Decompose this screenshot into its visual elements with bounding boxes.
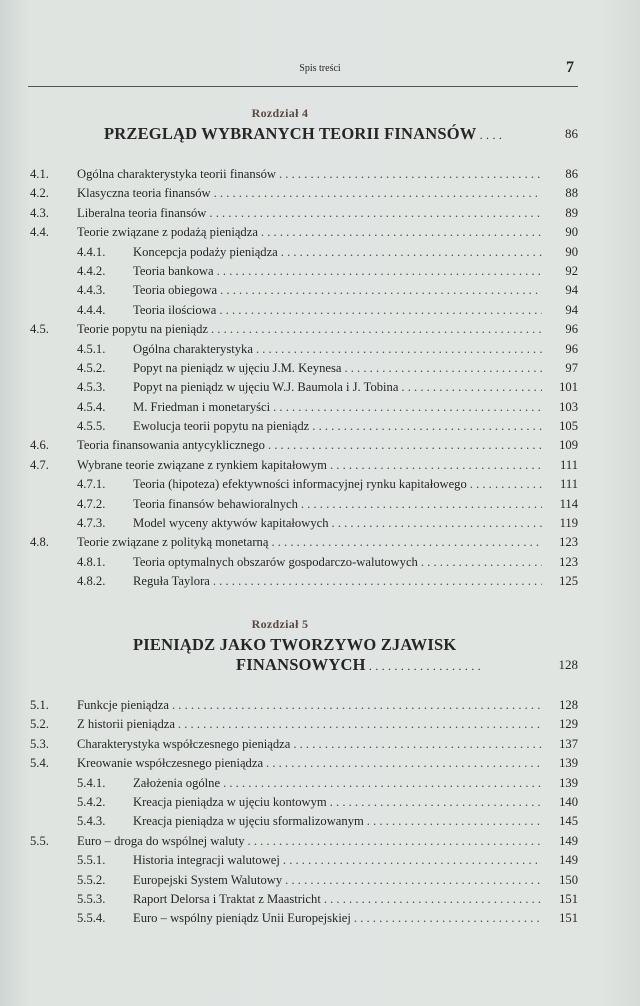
entry-page: 89 [565, 205, 578, 220]
entry-title: Euro – droga do wspólnej waluty [77, 833, 245, 848]
dot-leader [211, 320, 542, 339]
dot-leader [248, 832, 542, 851]
entry-page: 111 [560, 477, 578, 492]
dot-leader [209, 204, 542, 223]
entry-page: 97 [565, 360, 578, 375]
toc-entry [30, 514, 578, 533]
dot-leader [223, 774, 542, 793]
dot-leader [213, 572, 542, 591]
entry-title: Euro – wspólny pieniądz Unii Europejskiej [133, 911, 351, 926]
entry-title: Funkcje pieniądza [77, 698, 169, 712]
entry-number: 4.4.4. [77, 302, 106, 317]
entry-number: 4.4. [30, 225, 49, 240]
entry-page: 103 [559, 399, 578, 414]
dot-leader [220, 281, 542, 300]
dot-leader [330, 793, 542, 812]
entry-number: 5.4.1. [77, 775, 106, 790]
entry-number: 4.5.3. [77, 380, 106, 395]
dot-leader [172, 696, 542, 715]
toc-list [30, 165, 578, 592]
dot-leader [214, 184, 542, 203]
entry-page: 123 [559, 535, 578, 550]
chapter-title-line: PIENIĄDZ JAKO TWORZYWO ZJAWISK [133, 635, 457, 654]
chapter-title [104, 124, 502, 144]
entry-page: 140 [559, 794, 578, 809]
entry-title: Popyt na pieniądz w ujęciu W.J. Baumola i J. Tobina [133, 380, 399, 395]
entry-page: 139 [559, 756, 578, 771]
chapter-label: Rozdział 5 [251, 617, 309, 631]
dot-leader [217, 262, 542, 281]
chapter-title-line: FINANSOWYCH [236, 655, 366, 674]
toc-entry [30, 495, 578, 514]
toc-entry [30, 715, 578, 734]
entry-page: 105 [559, 419, 578, 434]
entry-title: Teorie popytu na pieniądz [77, 322, 208, 337]
dot-leader [266, 754, 542, 773]
entry-title: Raport Delorsa i Traktat z Maastricht [133, 891, 321, 906]
dot-leader [344, 359, 542, 378]
dot-leader [293, 735, 542, 754]
entry-page: 88 [565, 186, 578, 201]
dot-leader: . . . . . . . . . . . . . . . . . . [365, 659, 481, 673]
entry-number: 5.4.2. [77, 794, 106, 809]
entry-number: 5.4.3. [77, 814, 106, 829]
dot-leader [301, 495, 542, 514]
toc-entry [30, 909, 578, 928]
entry-number: 5.5. [30, 833, 49, 848]
toc-entry [30, 553, 578, 572]
dot-leader [324, 890, 542, 909]
header-rule [28, 86, 578, 87]
entry-page: 94 [565, 302, 578, 317]
entry-title: Reguła Taylora [133, 574, 210, 589]
entry-number: 4.4.2. [77, 263, 106, 278]
chapter-label: Rozdział 4 [251, 106, 309, 120]
running-header: Spis treści [299, 63, 341, 74]
entry-title: Ewolucja teorii popytu na pieniądz [133, 419, 310, 434]
entry-number: 5.5.1. [77, 853, 106, 868]
entry-page: 96 [565, 341, 578, 356]
toc-entry [30, 812, 578, 831]
chapter-title [133, 635, 456, 655]
entry-number: 4.6. [30, 438, 49, 453]
entry-title: Teoria ilościowa [133, 302, 217, 317]
entry-title: Teoria finansów behawioralnych [133, 496, 298, 511]
entry-title: Liberalna teoria finansów [77, 205, 207, 220]
dot-leader [178, 715, 542, 734]
toc-entry [30, 417, 578, 436]
dot-leader [421, 553, 542, 572]
entry-number: 4.7.1. [77, 477, 106, 492]
entry-page: 129 [559, 717, 578, 732]
entry-number: 4.4.1. [77, 244, 106, 259]
entry-title: Model wyceny aktywów kapitałowych [133, 516, 329, 531]
dot-leader [470, 475, 542, 494]
entry-page: 111 [560, 457, 578, 472]
entry-number: 5.5.4. [77, 911, 106, 926]
entry-number: 4.3. [30, 205, 49, 220]
entry-title: Teoria finansowania antycyklicznego [77, 438, 265, 453]
entry-page: 119 [559, 516, 578, 531]
toc-entry [30, 340, 578, 359]
dot-leader [279, 165, 542, 184]
entry-page: 101 [559, 380, 578, 395]
entry-page: 96 [565, 322, 578, 337]
toc-entry [30, 774, 578, 793]
entry-title: Ogólna charakterystyka [133, 341, 253, 356]
entry-number: 5.1. [30, 698, 49, 712]
dot-leader: . . . . [476, 128, 503, 142]
entry-number: 4.8.2. [77, 574, 106, 589]
toc-entry [30, 262, 578, 281]
entry-page: 149 [559, 853, 578, 868]
toc-entry [30, 436, 578, 455]
toc-entry [30, 456, 578, 475]
entry-title: Ogólna charakterystyka teorii finansów [77, 167, 276, 181]
dot-leader [332, 514, 542, 533]
dot-leader [261, 223, 542, 242]
dot-leader [401, 378, 542, 397]
entry-title: Teoria (hipoteza) efektywności informacyjnej rynku kapitałowego [133, 477, 467, 492]
dot-leader [219, 301, 542, 320]
entry-number: 4.5.4. [77, 399, 106, 414]
dot-leader [330, 456, 542, 475]
entry-number: 4.5. [30, 322, 49, 337]
entry-number: 5.3. [30, 736, 49, 751]
toc-entry [30, 871, 578, 890]
chapter-page: 128 [558, 657, 578, 672]
entry-title: Europejski System Walutowy [133, 872, 283, 887]
chapter-page: 86 [565, 126, 578, 141]
entry-title: Historia integracji walutowej [133, 853, 280, 868]
entry-page: 109 [559, 438, 578, 453]
entry-page: 125 [559, 574, 578, 589]
toc-entry [30, 320, 578, 339]
entry-page: 86 [565, 167, 578, 181]
entry-number: 4.4.3. [77, 283, 106, 298]
toc-entry [30, 378, 578, 397]
toc-entry [30, 281, 578, 300]
entry-page: 139 [559, 775, 578, 790]
dot-leader [354, 909, 542, 928]
entry-page: 150 [559, 872, 578, 887]
entry-number: 5.2. [30, 717, 49, 732]
entry-page: 90 [565, 225, 578, 240]
entry-number: 4.5.1. [77, 341, 106, 356]
entry-title: Popyt na pieniądz w ujęciu J.M. Keynesa [133, 360, 342, 375]
entry-title: Klasyczna teoria finansów [77, 186, 211, 201]
entry-title: Teoria obiegowa [133, 283, 218, 298]
toc-entry [30, 793, 578, 812]
toc-list [30, 696, 578, 929]
entry-number: 4.7.3. [77, 516, 106, 531]
dot-leader [312, 417, 542, 436]
entry-page: 92 [565, 263, 578, 278]
entry-title: Teorie związane z podażą pieniądza [77, 225, 258, 240]
dot-leader [281, 243, 542, 262]
entry-page: 151 [559, 911, 578, 926]
entry-title: Teoria bankowa [133, 263, 214, 278]
entry-page: 114 [559, 496, 578, 511]
toc-entry [30, 359, 578, 378]
entry-page: 123 [559, 554, 578, 569]
page-number: 7 [566, 59, 574, 76]
entry-number: 5.4. [30, 756, 49, 771]
toc-entry [30, 165, 578, 184]
entry-title: Charakterystyka współczesnego pieniądza [77, 736, 291, 751]
dot-leader [256, 340, 542, 359]
toc-entry [30, 533, 578, 552]
entry-title: Kreowanie współczesnego pieniądza [77, 756, 264, 771]
chapter-title [236, 655, 481, 675]
entry-title: Założenia ogólne [133, 775, 221, 790]
entry-title: Teoria optymalnych obszarów gospodarczo-walutowych [133, 554, 418, 569]
entry-number: 4.5.5. [77, 419, 106, 434]
dot-leader [268, 436, 542, 455]
toc-entry [30, 204, 578, 223]
toc-entry [30, 572, 578, 591]
toc-entry [30, 754, 578, 773]
entry-page: 137 [559, 736, 578, 751]
chapter-title-line: PRZEGLĄD WYBRANYCH TEORII FINANSÓW [104, 124, 477, 143]
entry-title: Wybrane teorie związane z rynkiem kapitałowym [77, 457, 327, 472]
entry-page: 145 [559, 814, 578, 829]
entry-number: 5.5.3. [77, 891, 106, 906]
entry-title: Teorie związane z polityką monetarną [77, 535, 269, 550]
dot-leader [271, 533, 542, 552]
entry-number: 4.7.2. [77, 496, 106, 511]
entry-title: Z historii pieniądza [77, 717, 175, 732]
toc-entry [30, 398, 578, 417]
dot-leader [273, 398, 542, 417]
entry-number: 4.2. [30, 186, 49, 201]
entry-number: 5.5.2. [77, 872, 106, 887]
toc-entry [30, 851, 578, 870]
entry-page: 149 [559, 833, 578, 848]
dot-leader [367, 812, 542, 831]
toc-entry [30, 223, 578, 242]
dot-leader [285, 871, 542, 890]
toc-entry [30, 735, 578, 754]
entry-number: 4.8.1. [77, 554, 106, 569]
dot-leader [283, 851, 542, 870]
entry-title: M. Friedman i monetaryści [133, 399, 271, 414]
entry-number: 4.8. [30, 535, 49, 550]
entry-page: 151 [559, 891, 578, 906]
entry-number: 4.5.2. [77, 360, 106, 375]
entry-title: Kreacja pieniądza w ujęciu sformalizowanym [133, 814, 364, 829]
entry-number: 4.7. [30, 457, 49, 472]
toc-entry [30, 890, 578, 909]
toc-entry [30, 301, 578, 320]
toc-entry [30, 184, 578, 203]
entry-title: Kreacja pieniądza w ujęciu kontowym [133, 794, 327, 809]
entry-page: 90 [565, 244, 578, 259]
toc-entry [30, 832, 578, 851]
toc-entry [30, 696, 578, 715]
entry-number: 4.1. [30, 167, 49, 181]
entry-title: Koncepcja podaży pieniądza [133, 244, 278, 259]
toc-entry [30, 475, 578, 494]
entry-page: 94 [565, 283, 578, 298]
entry-page: 128 [559, 698, 578, 712]
toc-entry [30, 243, 578, 262]
